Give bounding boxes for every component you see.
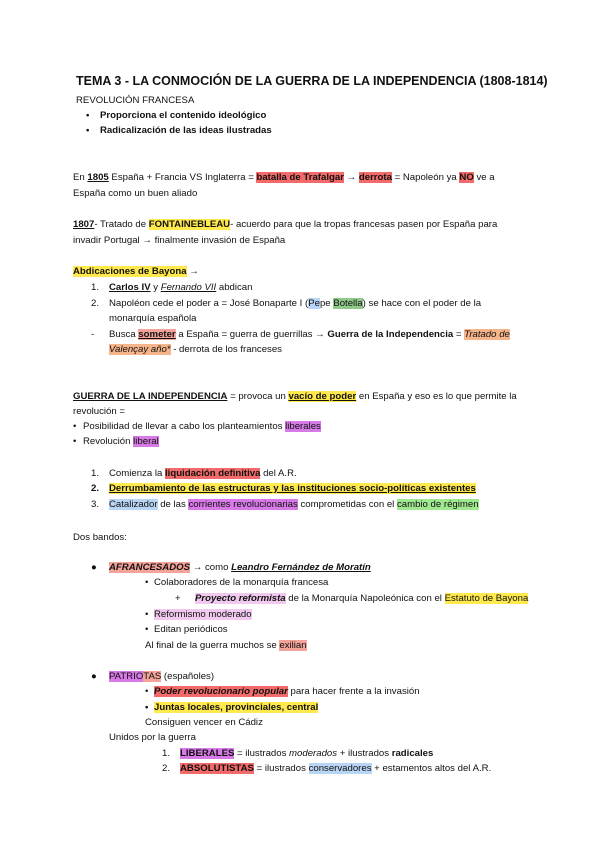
- guerra-num-2: 2. Derrumbamiento de las estructuras y las instituciones socio-políticas existentes: [91, 483, 476, 494]
- revolucion-item-1: • Proporciona el contenido ideológico: [86, 110, 267, 121]
- bayona-item-1: 1. Carlos IV y Fernando VII abdican: [91, 282, 253, 293]
- guerra-line2: revolución =: [73, 406, 125, 417]
- paragraph-1805-line2: España como un buen aliado: [73, 188, 198, 199]
- batalla-highlight: batalla de Trafalgar: [256, 172, 344, 183]
- bayona-item-2: 2. Napoléon cede el poder a = José Bonaparte I (Pepe Botella) se hace con el poder de la: [91, 298, 482, 309]
- patriotas-num-2: 2. ABSOLUTISTAS = ilustrados conservadores + estamentos altos del A.R.: [162, 763, 492, 774]
- guerra-paragraph: GUERRA DE LA INDEPENDENCIA = provoca un vacío de poder en España y eso es lo que permite la: [73, 391, 517, 402]
- revolucion-item-2: • Radicalización de las ideas ilustradas: [86, 125, 272, 136]
- guerra-bullet-1: • Posibilidad de llevar a cabo los planteamientos liberales: [73, 421, 321, 432]
- patriotas-heading: ● PATRIOTAS (españoles): [91, 671, 215, 682]
- patriotas-unidos: Unidos por la guerra: [109, 732, 196, 743]
- paragraph-1807-line2: invadir Portugal → finalmente invasión de España: [73, 235, 286, 246]
- patriotas-vencer: Consiguen vencer en Cádiz: [145, 717, 263, 728]
- bandos-label: Dos bandos:: [73, 532, 127, 543]
- bayona-item-3-line2: Valençay año* - derrota de los franceses: [109, 344, 282, 355]
- bayona-item-3: - Busca someter a España = guerra de guerrillas → Guerra de la Independencia = Tratado de: [91, 329, 510, 340]
- patriotas-num-1: 1. LIBERALES = ilustrados moderados + ilustrados radicales: [162, 748, 434, 759]
- afrancesados-sub-3: • Editan periódicos: [145, 624, 228, 635]
- afrancesados-sub-1a: + Proyecto reformista de la Monarquía Napoleónica con el Estatuto de Bayona: [175, 593, 529, 604]
- afrancesados-sub-1: • Colaboradores de la monarquía francesa: [145, 577, 329, 588]
- afrancesados-final: Al final de la guerra muchos se exilian: [145, 640, 307, 651]
- paragraph-1807: 1807- Tratado de FONTAINEBLEAU- acuerdo para que la tropas francesas pasen por España para: [73, 219, 498, 230]
- paragraph-1805: En 1805 España + Francia VS Inglaterra = batalla de Trafalgar → derrota = Napoleón ya NO ve a: [73, 172, 495, 183]
- afrancesados-sub-2: • Reformismo moderado: [145, 609, 252, 620]
- guerra-bullet-2: • Revolución liberal: [73, 436, 159, 447]
- page-title: TEMA 3 - LA CONMOCIÓN DE LA GUERRA DE LA INDEPENDENCIA (1808-1814): [76, 74, 548, 88]
- guerra-num-3: 3. Catalizador de las corrientes revolucionarias comprometidas con el cambio de régimen: [91, 499, 479, 510]
- afrancesados-heading: ● AFRANCESADOS → como Leandro Fernández de Moratín: [91, 562, 371, 573]
- patriotas-sub-1: • Poder revolucionario popular para hacer frente a la invasión: [145, 686, 420, 697]
- bayona-heading: Abdicaciones de Bayona →: [73, 266, 199, 277]
- revolucion-heading: REVOLUCIÓN FRANCESA: [76, 95, 195, 106]
- patriotas-sub-2: • Juntas locales, provinciales, central: [145, 702, 319, 713]
- guerra-num-1: 1. Comienza la liquidación definitiva del A.R.: [91, 468, 297, 479]
- bayona-item-2-line2: monarquía española: [109, 313, 197, 324]
